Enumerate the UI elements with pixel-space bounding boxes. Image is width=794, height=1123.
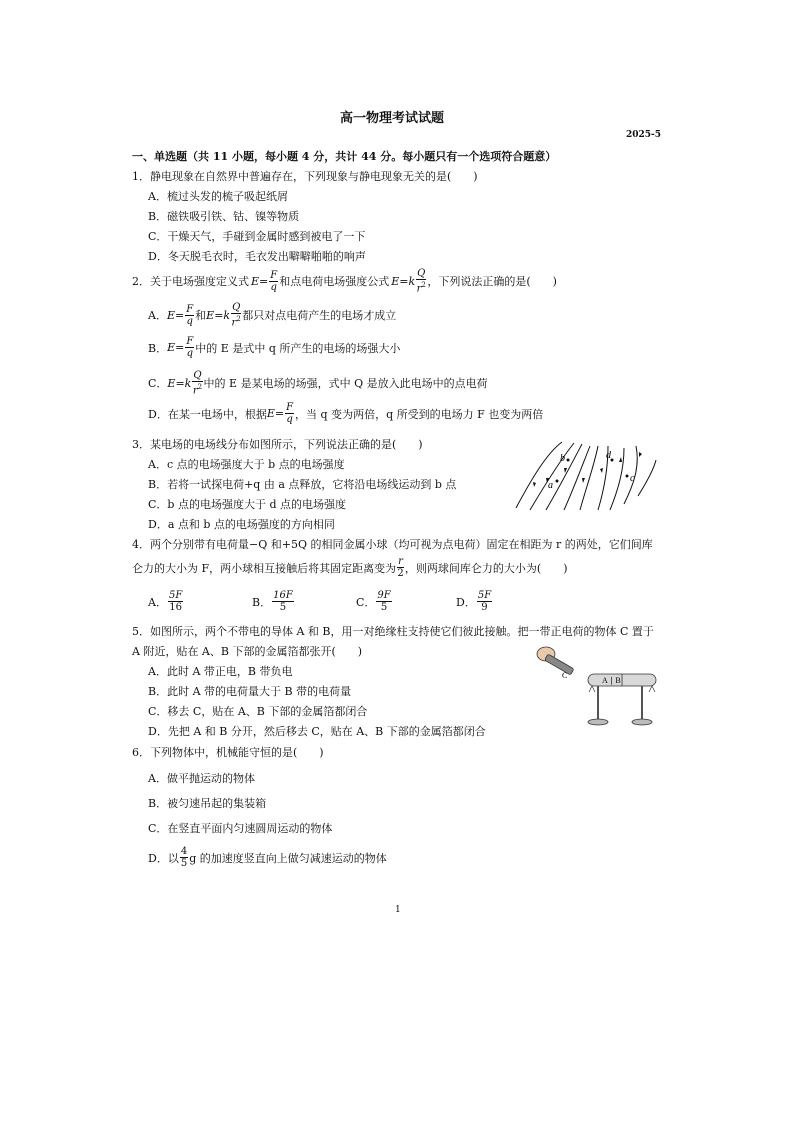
q1-option-a: A．梳过头发的梳子吸起纸屑 (148, 190, 288, 203)
q1-option-d: D．冬天脱毛衣时，毛衣发出噼噼啪啪的响声 (148, 250, 366, 263)
q3-option-b: B．若将一试探电荷+q 由 a 点释放，它将沿电场线运动到 b 点 (148, 478, 457, 491)
q6-option-b: B．被匀速吊起的集装箱 (148, 797, 267, 810)
q2-option-a: A． E= $\frac{F}{q}$ 和 E=k $\frac{Q}{r^2}$ 都只对点电荷产生的电场才成立 (148, 302, 397, 329)
q2-option-d: D．在某一电场中，根据 E= $\frac{F}{q}$ ，当 q 变为两倍，q 所受到的电场力 F 也变为两倍 (148, 402, 544, 425)
q4-option-a: A． $\frac{5F}{16}$ (148, 590, 183, 613)
q5-line1: 5．如图所示，两个不带电的导体 A 和 B，用一对绝缘柱支持使它们彼此接触。把一带正电荷的物体 C 置于 (132, 625, 654, 638)
q3-option-c: C．b 点的电场强度大于 d 点的电场强度 (148, 498, 346, 511)
q1-option-c: C．干燥天气，手碰到金属时感到被电了一下 (148, 230, 366, 243)
q3-option-a: A．c 点的电场强度大于 b 点的电场强度 (148, 458, 345, 471)
q6-stem: 6．下列物体中，机械能守恒的是( ) (132, 746, 324, 759)
electric-field-lines-figure (512, 438, 662, 513)
q4-option-d: D． $\frac{5F}{9}$ (456, 590, 492, 613)
q3-option-d: D．a 点和 b 点的电场强度的方向相同 (148, 518, 335, 531)
q5-option-b: B．此时 A 带的电荷量大于 B 带的电荷量 (148, 685, 352, 698)
q3-stem: 3．某电场的电场线分布如图所示，下列说法正确的是( ) (132, 438, 423, 451)
conductors-figure (532, 640, 662, 730)
q4-line2: 仑力的大小为 F，两小球相互接触后将其固定距离变为 $\frac{r}{2}$ ，则两球间库仑力的大小为( ) (132, 556, 568, 579)
q2-option-c: C． E=k $\frac{Q}{r^2}$ 中的 E 是某电场的场强，式中 Q 是放入此电场中的点电荷 (148, 370, 488, 397)
formula-q-over-r2: $\frac{Q}{r^2}$ (416, 268, 426, 295)
q5-option-d: D．先把 A 和 B 分开，然后移去 C，贴在 A、B 下部的金属箔都闭合 (148, 725, 486, 738)
point-label-a: a (548, 480, 553, 491)
section-heading: 一、单选题（共 11 小题，每小题 4 分，共计 44 分。每小题只有一个选项符合题意） (132, 150, 557, 163)
point-label-b: b (560, 453, 565, 464)
page-number: 1 (395, 905, 401, 915)
q2-stem: 2．关于电场强度定义式 E= $\frac{F}{q}$ 和点电荷电场强度公式 E=k $\frac{Q}{r^2}$ ，下列说法正确的是( ) (132, 268, 557, 295)
exam-date: 2025-5 (626, 130, 662, 140)
q5-line2: A 附近，贴在 A、B 下部的金属箔都张开( ) (132, 645, 363, 658)
label-ab: A ∣ B (602, 676, 621, 685)
label-c: C (562, 671, 568, 680)
q6-option-c: C．在竖直平面内匀速圆周运动的物体 (148, 822, 333, 835)
point-label-c: c (630, 473, 635, 484)
q4-option-b: B． $\frac{16F}{5}$ (252, 590, 293, 613)
point-label-d: d (606, 450, 611, 461)
q4-option-c: C． $\frac{9F}{5}$ (356, 590, 391, 613)
q4-line1: 4．两个分别带有电荷量−Q 和+5Q 的相同金属小球（均可视为点电荷）固定在相距为 r 的两处，它们间库 (132, 538, 653, 551)
q2-option-b: B． E= $\frac{F}{q}$ 中的 E 是式中 q 所产生的电场的场强大小 (148, 336, 401, 359)
q1-option-b: B．磁铁吸引铁、钴、镍等物质 (148, 210, 300, 223)
formula-f-over-q: $\frac{F}{q}$ (270, 269, 278, 293)
page-title: 高一物理考试试题 (340, 111, 445, 126)
q5-option-c: C．移去 C，贴在 A、B 下部的金属箔都闭合 (148, 705, 368, 718)
q6-option-a: A．做平抛运动的物体 (148, 772, 255, 785)
q6-option-d: D．以 $\frac{4}{5}$ g 的加速度竖直向上做匀减速运动的物体 (148, 846, 387, 869)
q5-option-a: A．此时 A 带正电，B 带负电 (148, 665, 293, 678)
q1-stem: 1．静电现象在自然界中普遍存在，下列现象与静电现象无关的是( ) (132, 170, 478, 183)
